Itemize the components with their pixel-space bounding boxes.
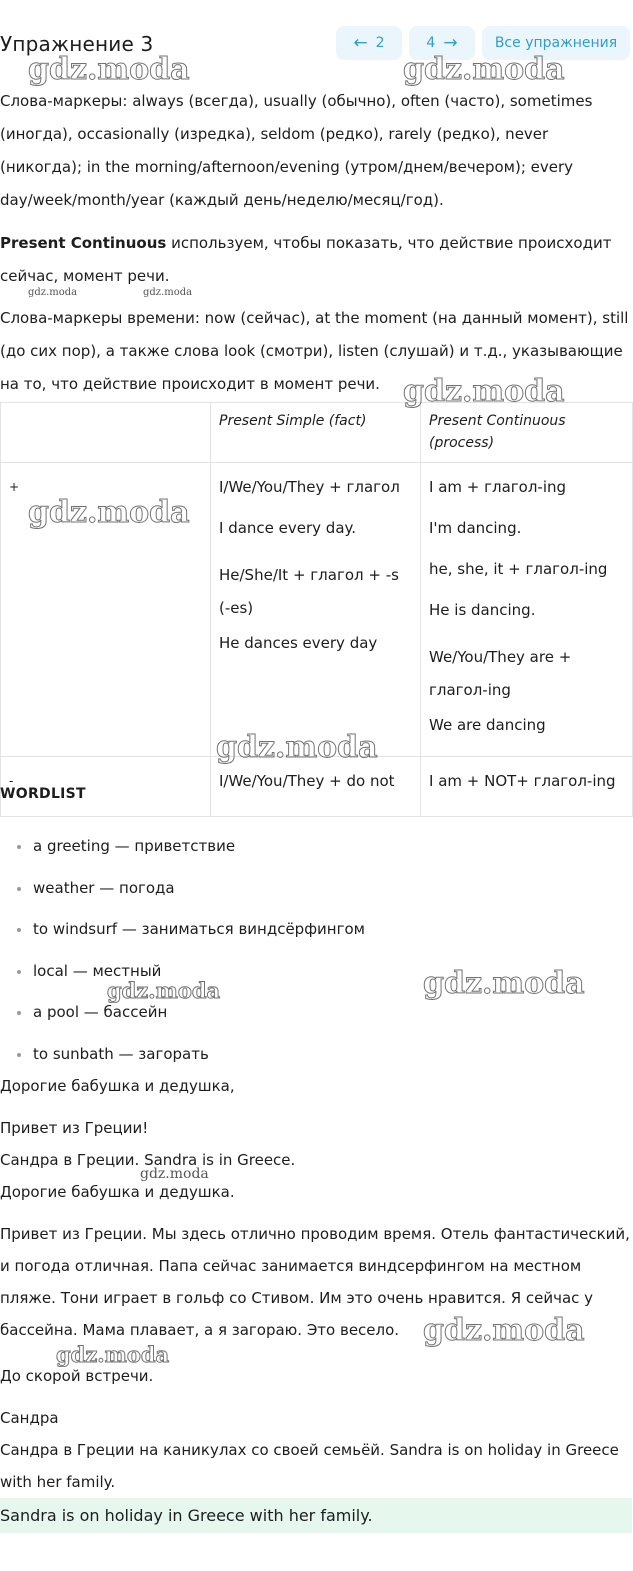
table-cell-line: He/She/It + глагол + -s (-es) (219, 566, 399, 617)
arrow-left-icon: ← (353, 32, 368, 53)
table-cell-line: We are dancing (429, 716, 546, 734)
table-cell-line: he, she, it + глагол-ing (429, 560, 608, 578)
statement-text: Сандра в Греции. Sandra is in Greece. (0, 1151, 296, 1169)
list-item: local — местный (0, 951, 632, 993)
table-header-cell: Present Simple (fact) (211, 403, 421, 463)
letter-greeting: Дорогие бабушка и дедушка, (0, 1077, 235, 1095)
watermark-logo: gdz.moda (423, 966, 585, 1001)
markers-simple-text: Слова-маркеры: always (всегда), usually (обычно), often (часто), sometimes (иногда), occasionally (изредка), seldom (редко), rarely (редко), never (никогда); in the morning/afternoon/evening (утром/днем/вечером); every day/week/month/year (каждый день/неделю/месяц/год). (0, 92, 593, 209)
translation-greeting: Дорогие бабушка и дедушка. (0, 1183, 235, 1201)
list-item: to sunbath — загорать (0, 1034, 632, 1076)
negative-sign: - (9, 774, 14, 788)
watermark-logo: gdz.moda (56, 1342, 170, 1367)
table-cell-line: I/We/You/They + глагол (219, 478, 400, 496)
list-item: a pool — бассейн (0, 992, 632, 1034)
translation-closing: До скорой встречи. (0, 1367, 154, 1385)
wordlist (0, 826, 632, 1076)
translation-body: Привет из Греции. Мы здесь отлично проводим время. Отель фантастический, и погода отличная. Папа сейчас занимается виндсерфингом на местном пляже. Тони играет в гольф со Стивом. Им это очень нравится. Я сейчас у бассейна. Мама плавает, а я загораю. Это весело. (0, 1225, 630, 1339)
table-cell-line: We/You/They are + глагол-ing (429, 648, 572, 699)
prev-exercise-label: 2 (375, 35, 385, 51)
continuous-description: используем, чтобы показать, что действие происходит сейчас, момент речи. (0, 234, 612, 285)
watermark-logo: gdz.moda (140, 1166, 209, 1182)
answer-highlight: Sandra is on holiday in Greece with her family. (0, 1498, 632, 1533)
letter-hello: Привет из Греции! (0, 1119, 149, 1137)
table-cell-line: I am + NOT+ глагол-ing (429, 772, 616, 790)
table-cell-line: I am + глагол-ing (429, 478, 567, 496)
table-cell-line: I dance every day. (219, 519, 357, 537)
watermark-logo: gdz.moda (423, 1313, 585, 1348)
wordlist-title: WORDLIST (0, 786, 86, 802)
watermark-logo: gdz.moda (28, 495, 190, 530)
list-item: to windsurf — заниматься виндсёрфингом (0, 909, 632, 951)
watermark-logo: gdz.moda (143, 287, 193, 298)
table-header-cell (1, 403, 211, 463)
watermark-logo: gdz.moda (107, 978, 221, 1003)
grammar-table (0, 402, 632, 790)
list-item: weather — погода (0, 868, 632, 910)
watermark-logo: gdz.moda (403, 52, 565, 87)
list-item: a greeting — приветствие (0, 826, 632, 868)
summary-text: Сандра в Греции на каникулах со своей семьёй. Sandra is on holiday in Greece with her family. (0, 1441, 619, 1491)
markers-continuous-text: Слова-маркеры времени: now (сейчас), at the moment (на данный момент), still (до сих пор), а также слова look (смотри), listen (слушай) и т.д., указывающие на то, что действие происходит в момент речи. (0, 309, 629, 393)
continuous-term: Present Continuous (0, 234, 167, 252)
table-cell-line: I'm dancing. (429, 519, 522, 537)
watermark-logo: gdz.moda (28, 287, 78, 298)
table-row (1, 757, 633, 817)
continuous-definition (0, 227, 632, 293)
table-cell-line: He is dancing. (429, 601, 536, 619)
table-header-cell: Present Continuous (process) (421, 403, 633, 463)
page-title: Упражнение 3 (0, 32, 154, 56)
affirmative-sign: + (9, 480, 20, 494)
watermark-logo: gdz.moda (28, 52, 190, 87)
next-exercise-label: 4 (426, 35, 436, 51)
arrow-right-icon: → (443, 32, 458, 53)
prev-exercise-button[interactable] (336, 26, 402, 60)
watermark-logo: gdz.moda (216, 730, 378, 765)
translation-signature: Сандра (0, 1409, 59, 1427)
table-cell-line: He dances every day (219, 634, 378, 652)
table-cell-line: I/We/You/They + do not (219, 772, 395, 790)
all-exercises-button[interactable]: Все упражнения (482, 26, 630, 60)
table-header-row (1, 403, 633, 463)
watermark-logo: gdz.moda (403, 374, 565, 409)
